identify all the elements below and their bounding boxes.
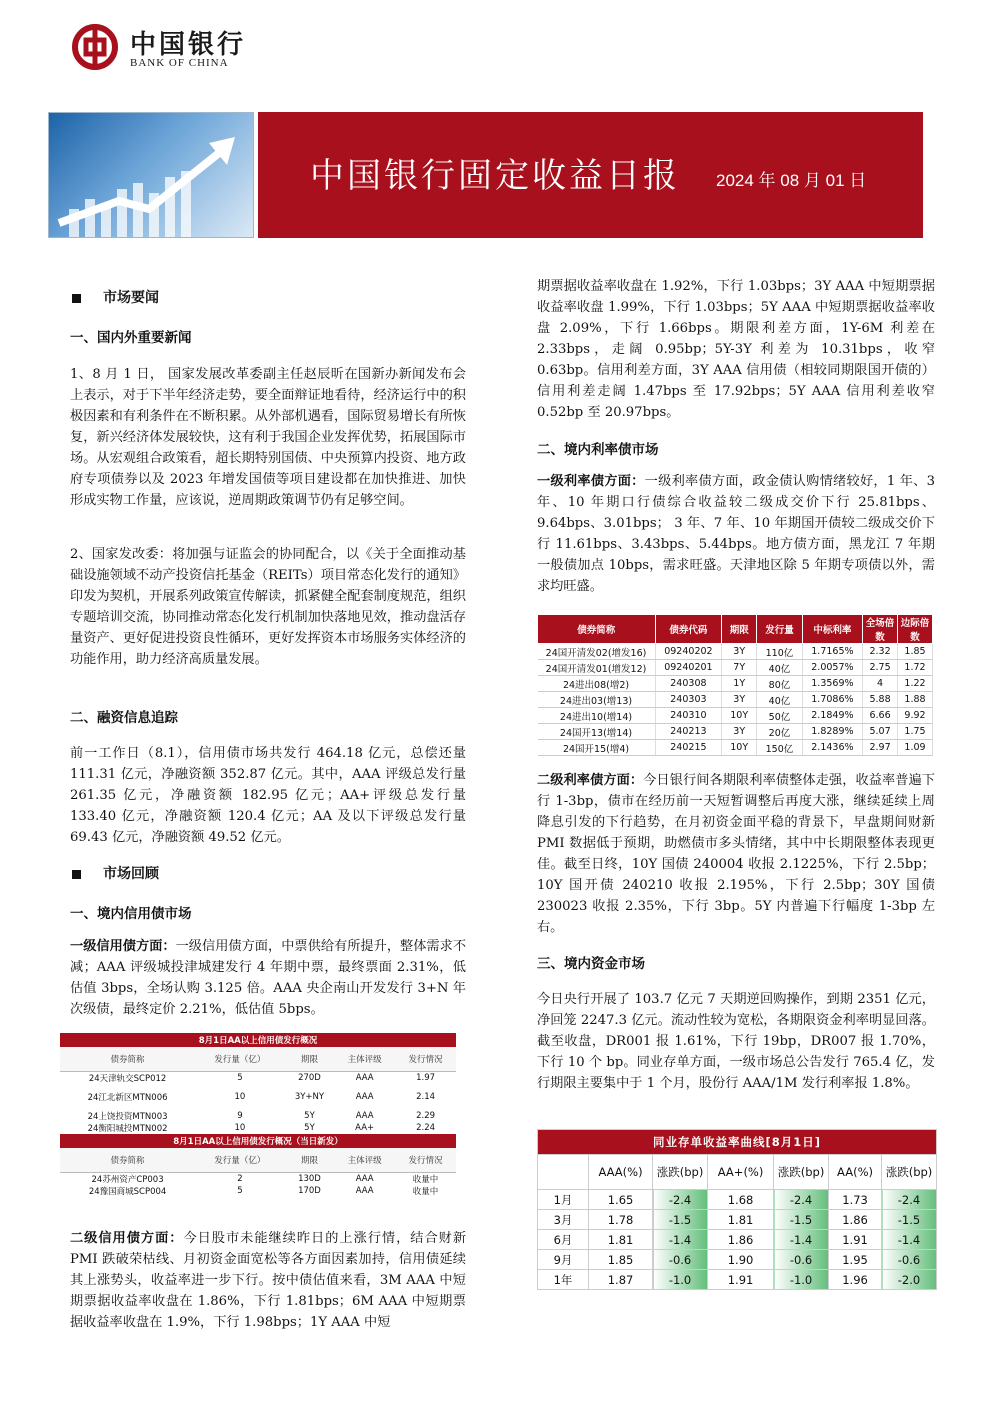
table-row <box>538 1210 937 1230</box>
cell: 1.86 <box>708 1230 774 1250</box>
table-caption: 8月1日AA以上信用债发行概况 <box>60 1033 456 1047</box>
credit-issuance-table <box>60 1033 456 1197</box>
col-header: AAA(%) <box>589 1155 653 1190</box>
col-header: 主体评级 <box>334 1148 395 1173</box>
cell: 1.65 <box>589 1190 653 1210</box>
cell: 24江北新区MTN006 <box>87 1093 168 1103</box>
cell: 2.1849% <box>802 708 862 724</box>
credit-primary-paragraph <box>70 936 466 1020</box>
paragraph: 今日央行开展了 103.7 亿元 7 天期逆回购操作，到期 2351 亿元，净回笼 2247.3 亿元。流动性较为宽松，各期限资金利率明显回落。截至收盘，DR001 报 1.61%，下行 19bp，DR007 报 1.70%，下行 10 个 bp。同业存单方面，一级市场总公告发行 765.4 亿，发行期限主要集中于 1 个月，股份行 AAA/1M 发行利率报 1.8%。 <box>537 992 935 1091</box>
lead-text: 二级利率债方面： <box>537 773 644 788</box>
cell: 240213 <box>655 724 722 740</box>
cell: 9月 <box>538 1250 589 1270</box>
cell: AA+ <box>355 1123 375 1133</box>
cell: 2.24 <box>416 1123 436 1133</box>
logo-english-name: BANK OF CHINA <box>130 57 229 69</box>
cell: 2 <box>237 1174 243 1184</box>
table-row <box>538 1190 937 1210</box>
col-header: 发行量（亿） <box>195 1148 285 1173</box>
table-row <box>538 1230 937 1250</box>
cell: -2.4 <box>882 1190 937 1210</box>
cell: 1.78 <box>589 1210 653 1230</box>
table-row <box>60 1110 456 1122</box>
cell: 240215 <box>655 740 722 756</box>
table-row <box>538 724 933 740</box>
cell: 24国开清发02(增发16) <box>538 644 656 660</box>
cell: -1.5 <box>774 1210 829 1230</box>
col-header: 期限 <box>722 615 757 644</box>
cell: 1.7086% <box>802 692 862 708</box>
section-market-review <box>72 863 159 883</box>
cell: 24天津轨交SCP012 <box>88 1074 167 1084</box>
cell: 09240201 <box>655 660 722 676</box>
rates-secondary-paragraph <box>537 770 935 938</box>
cell: 5Y <box>304 1123 315 1133</box>
cell: 1.73 <box>829 1190 882 1210</box>
cell: 1.85 <box>589 1250 653 1270</box>
cell: 1.8289% <box>802 724 862 740</box>
cell: 24苏州资产CP003 <box>91 1175 164 1185</box>
cell: 1.22 <box>898 676 933 692</box>
table-row <box>538 660 933 676</box>
table-row <box>60 1173 456 1186</box>
cell: 80亿 <box>757 676 803 692</box>
cell: 1.97 <box>416 1073 436 1083</box>
cell: AAA <box>355 1073 374 1083</box>
cell: 收量中 <box>412 1187 439 1197</box>
table-row <box>60 1122 456 1134</box>
cell: 24豫国商城SCP004 <box>88 1187 167 1197</box>
col-header <box>538 1155 589 1190</box>
col-header: 发行量（亿） <box>195 1047 285 1072</box>
cell: -1.5 <box>882 1210 937 1230</box>
paragraph: 前一工作日（8.1），信用债市场共发行 464.18 亿元，总偿还量 111.31 亿元，净融资额 352.87 亿元。其中，AAA 评级总发行量 261.35 亿元，净融资额 182.95 亿元；AA+评级总发行量 133.40 亿元，净融资额 120.4 亿元；AA 及以下评级总发行量 69.43 亿元，净融资额 49.52 亿元。 <box>70 746 466 845</box>
cell: 1.68 <box>708 1190 774 1210</box>
news-paragraph-2 <box>70 544 466 670</box>
col-header: AA(%) <box>829 1155 882 1190</box>
col-header: AA+(%) <box>708 1155 774 1190</box>
cell: 5 <box>237 1186 243 1196</box>
cell: 5.07 <box>863 724 898 740</box>
cell: 2.1436% <box>802 740 862 756</box>
cell: 1.72 <box>898 660 933 676</box>
financing-paragraph <box>70 743 466 848</box>
cell: 4 <box>863 676 898 692</box>
cell: 130D <box>298 1174 321 1184</box>
cell: AAA <box>355 1174 374 1184</box>
cell: -1.4 <box>653 1230 708 1250</box>
section-title: 市场回顾 <box>103 866 159 882</box>
cell: 5.88 <box>863 692 898 708</box>
logo-chinese-name: 中国银行 <box>130 30 247 60</box>
table-caption: 同业存单收益率曲线[8月1日] <box>538 1130 937 1155</box>
credit-secondary-paragraph <box>70 1228 466 1333</box>
subsection-financing: 二、融资信息追踪 <box>70 710 178 726</box>
cell: 24进出08(增2) <box>538 676 656 692</box>
cell: 1.81 <box>589 1230 653 1250</box>
cell: 1.88 <box>898 692 933 708</box>
col-header: 债券简称 <box>60 1047 195 1072</box>
report-date: 2024 年 08 月 01 日 <box>716 171 867 190</box>
section-market-news <box>72 287 159 307</box>
cell: AAA <box>355 1092 374 1102</box>
cell: -1.4 <box>774 1230 829 1250</box>
table-row <box>538 1270 937 1290</box>
paragraph: 今日银行间各期限利率债整体走强，收益率普遍下行 1-3bp，债市在经历前一天短暂调整后再度大涨，继续延续上周降息引发的下行趋势，在月初资金面平稳的背景下，早盘期间财新 PMI 数据低于预期，助燃债市多头情绪，其中中长期限整体表现更佳。截至日终，10Y 国债 240004 收报 2.1225%，下行 2.5bp；10Y 国开债 240210 收报 2.195%，下行 2.5bp；30Y 国债 230023 收报 2.35%，下行 3bp。5Y 内普遍下行幅度 1-3bp 左右。 <box>537 773 935 935</box>
cell: 5 <box>237 1073 243 1083</box>
cell: -0.6 <box>653 1250 708 1270</box>
cell: 110亿 <box>757 644 803 660</box>
cd-yield-curve-table <box>537 1129 937 1290</box>
col-header: 涨跌(bp) <box>653 1155 708 1190</box>
banner-image <box>48 112 254 238</box>
subsection-news: 一、国内外重要新闻 <box>70 330 192 346</box>
cell: 3Y+NY <box>294 1092 325 1102</box>
cell: -1.0 <box>774 1270 829 1290</box>
rising-arrow-icon <box>49 113 254 238</box>
table-row <box>538 644 933 660</box>
col-header: 主体评级 <box>334 1047 395 1072</box>
cell: 10 <box>234 1092 246 1102</box>
cell: 2.32 <box>863 644 898 660</box>
cell: -0.6 <box>882 1250 937 1270</box>
bullet-square-icon <box>72 294 81 303</box>
cell: 24上饶投资MTN003 <box>87 1112 168 1122</box>
cell: 1年 <box>538 1270 589 1290</box>
cell: 7Y <box>722 660 757 676</box>
cell: 24衡阳城投MTN002 <box>87 1124 168 1134</box>
table-row <box>60 1084 456 1110</box>
cell: 50亿 <box>757 708 803 724</box>
cell: 2.14 <box>416 1092 436 1102</box>
cell: 1Y <box>722 676 757 692</box>
table-caption: 8月1日AA以上信用债发行概况（当日新发） <box>60 1134 456 1148</box>
cell: 2.29 <box>416 1111 436 1121</box>
cell: 1.81 <box>708 1210 774 1230</box>
cell: 2.75 <box>863 660 898 676</box>
cell: -2.0 <box>882 1270 937 1290</box>
col-header: 发行量 <box>757 615 803 644</box>
paragraph: 一级利率债方面，政金债认购情绪较好，1 年、3 年、10 年期口行债综合收益较二级成交价下行 25.81bps、9.64bps、3.01bps； 3 年、7 年、10 年期国开债较二级成交价下行 11.61bps、3.43bps、5.44bps。地方债方面，黑龙江 7 年期一般债加点 10bps，需求旺盛。天津地区除 5 年期专项债以外，需求均旺盛。 <box>537 474 936 594</box>
cell: 40亿 <box>757 692 803 708</box>
col-header: 边际倍数 <box>898 615 933 644</box>
cell: 1.96 <box>829 1270 882 1290</box>
cell: 1.91 <box>708 1270 774 1290</box>
cell: 1.7165% <box>802 644 862 660</box>
cell: 5Y <box>304 1111 315 1121</box>
cell: 150亿 <box>757 740 803 756</box>
cell: 10 <box>234 1123 246 1133</box>
col-header: 发行情况 <box>395 1047 456 1072</box>
cell: 09240202 <box>655 644 722 660</box>
col-header: 期限 <box>285 1047 334 1072</box>
cell: 6月 <box>538 1230 589 1250</box>
section-title: 市场要闻 <box>103 290 159 306</box>
cell: 24进出10(增14) <box>538 708 656 724</box>
money-market-paragraph <box>537 989 935 1094</box>
bullet-square-icon <box>72 870 81 879</box>
cell: -1.4 <box>882 1230 937 1250</box>
col-header: 涨跌(bp) <box>882 1155 937 1190</box>
table-row <box>538 676 933 692</box>
cell: 6.66 <box>863 708 898 724</box>
cell: 10Y <box>722 708 757 724</box>
col-header: 中标利率 <box>802 615 862 644</box>
banner-title-panel <box>258 112 923 238</box>
cell: 1.75 <box>898 724 933 740</box>
paragraph: 2、国家发改委：将加强与证监会的协同配合，以《关于全面推动基础设施领域不动产投资信托基金（REITs）项目常态化发行的通知》印发为契机，开展系列政策宣传解读，抓紧健全配套制度规范，组织专题培训交流，协同推动常态化发行机制加快落地见效，推动盘活存量资产、更好促进投资良性循环，更好发挥资本市场服务实体经济的功能作用，助力经济高质量发展。 <box>70 547 466 667</box>
col-header: 债券简称 <box>60 1148 195 1173</box>
cell: 3Y <box>722 644 757 660</box>
col-header: 全场倍数 <box>863 615 898 644</box>
credit-secondary-continued <box>537 276 935 423</box>
subsection-money-market: 三、境内资金市场 <box>537 956 645 972</box>
bank-logo <box>72 24 262 72</box>
cell: 3月 <box>538 1210 589 1230</box>
cell: 9.92 <box>898 708 933 724</box>
report-banner <box>48 112 923 238</box>
col-header: 期限 <box>285 1148 334 1173</box>
cell: -1.5 <box>653 1210 708 1230</box>
cell: 240303 <box>655 692 722 708</box>
table-row <box>538 708 933 724</box>
cell: 3Y <box>722 692 757 708</box>
cell: 1.91 <box>829 1230 882 1250</box>
cell: AAA <box>355 1111 374 1121</box>
subsection-rates: 二、境内利率债市场 <box>537 442 659 458</box>
cell: 1.09 <box>898 740 933 756</box>
report-title: 中国银行固定收益日报 <box>310 156 680 196</box>
paragraph: 1、8 月 1 日， 国家发展改革委副主任赵辰昕在国新办新闻发布会上表示，对于下半年经济走势，要全面辩证地看待，经济运行中的积极因素和有利条件在不断积累。从外部机遇看，国际贸易增长有所恢复，新兴经济体发展较快，这有利于我国企业发挥优势，拓展国际市场。从宏观组合政策看，超长期特别国债、中央预算内投资、地方政府专项债券以及 2023 年增发国债等项目建设都在加快推进、加快形成实物工作量，应该说，逆周期政策调节仍有足够空间。 <box>70 367 466 508</box>
cell: AAA <box>355 1186 374 1196</box>
cell: 24国开15(增4) <box>538 740 656 756</box>
paragraph: 今日股市未能继续昨日的上涨行情，结合财新 PMI 跌破荣枯线、月初资金面宽松等各方面因素加持，信用债延续其上涨势头，收益率进一步下行。按中债估值来看，3M AAA 中短期票据收益率收盘在 1.86%，下行 1.81bps；6M AAA 中短期票据收益率收盘在 1.9%，下行 1.98bps；1Y AAA 中短 <box>70 1231 467 1330</box>
cell: 2.0057% <box>802 660 862 676</box>
table-row <box>538 740 933 756</box>
cell: 9 <box>237 1111 243 1121</box>
cell: 40亿 <box>757 660 803 676</box>
cell: -0.6 <box>774 1250 829 1270</box>
cell: 24进出03(增13) <box>538 692 656 708</box>
cell: 10Y <box>722 740 757 756</box>
cell: 1.90 <box>708 1250 774 1270</box>
cell: -2.4 <box>774 1190 829 1210</box>
cell: 1.95 <box>829 1250 882 1270</box>
cell: -1.0 <box>653 1270 708 1290</box>
lead-text: 一级利率债方面： <box>537 474 645 489</box>
cell: 2.97 <box>863 740 898 756</box>
table-row <box>60 1185 456 1197</box>
lead-text: 一级信用债方面： <box>70 939 176 954</box>
cell: 收量中 <box>412 1175 439 1185</box>
cell: 1.86 <box>829 1210 882 1230</box>
table-row <box>538 1250 937 1270</box>
cell: 1.3569% <box>802 676 862 692</box>
col-header: 涨跌(bp) <box>774 1155 829 1190</box>
table-row <box>538 692 933 708</box>
cell: 1.87 <box>589 1270 653 1290</box>
col-header: 债券代码 <box>655 615 722 644</box>
rates-primary-paragraph <box>537 471 935 597</box>
table-row <box>60 1072 456 1085</box>
cell: 24国开清发01(增发12) <box>538 660 656 676</box>
col-header: 发行情况 <box>395 1148 456 1173</box>
cell: 3Y <box>722 724 757 740</box>
cell: -2.4 <box>653 1190 708 1210</box>
cell: 170D <box>298 1186 321 1196</box>
cell: 20亿 <box>757 724 803 740</box>
cell: 1.85 <box>898 644 933 660</box>
paragraph: 期票据收益率收盘在 1.92%，下行 1.03bps；3Y AAA 中短期票据收益率收盘 1.99%，下行 1.03bps；5Y AAA 中短期票据收益率收盘 2.09%，下行 1.66bps。期限利差方面，1Y-6M 利差在 2.33bps，走阔 0.95bp；5Y-3Y 利差为 10.31bps，收窄 0.63bp。信用利差方面，3Y AAA 信用债（相较同期限国开债的）信用利差走阔 1.47bps 至 17.92bps；5Y AAA 信用利差收窄 0.52bp 至 20.97bps。 <box>537 279 935 420</box>
subsection-credit: 一、境内信用债市场 <box>70 906 192 922</box>
cell: 270D <box>298 1073 321 1083</box>
paragraph: 一级信用债方面，中票供给有所提升，整体需求不减；AAA 评级城投津城建发行 4 年期中票，最终票面 2.31%，低估值 3bps，全场认购 3.125 倍。AAA 央企南山开发发行 3+N 年次级债，最终定价 2.21%，低估值 5bps。 <box>70 939 467 1017</box>
cell: 240310 <box>655 708 722 724</box>
col-header: 债券简称 <box>538 615 656 644</box>
news-paragraph-1 <box>70 364 466 511</box>
cell: 24国开13(增14) <box>538 724 656 740</box>
lead-text: 二级信用债方面： <box>70 1231 184 1246</box>
cell: 1月 <box>538 1190 589 1210</box>
rate-bond-issuance-table <box>537 614 933 756</box>
cell: 240308 <box>655 676 722 692</box>
bank-of-china-logo-icon <box>72 24 118 70</box>
